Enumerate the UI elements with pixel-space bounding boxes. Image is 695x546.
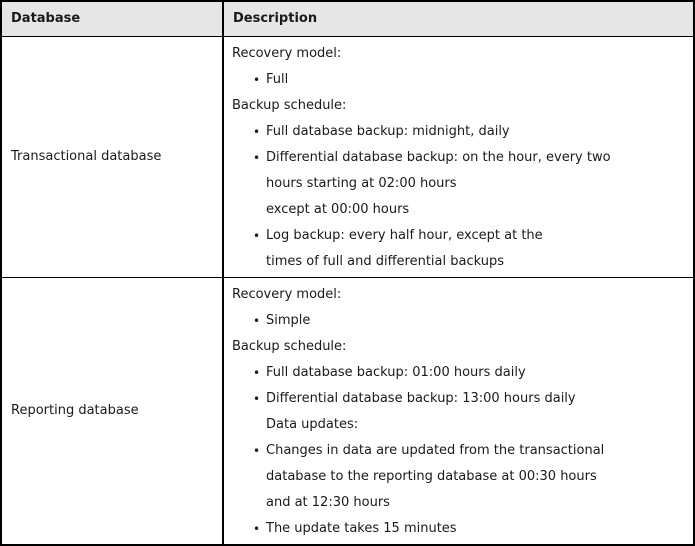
- description-bullet-line: [232, 67, 687, 93]
- description-continuation-line: [232, 249, 687, 275]
- bullet-icon: •: [253, 443, 261, 458]
- line-text: Full: [266, 71, 289, 87]
- line-text: Backup schedule:: [232, 97, 347, 113]
- line-text: database to the reporting database at 00:30 hours: [266, 468, 597, 484]
- database-cell: [1, 36, 223, 277]
- table-header: [1, 1, 694, 36]
- line-text: hours starting at 02:00 hours: [266, 175, 457, 191]
- line-text: except at 00:00 hours: [266, 201, 410, 217]
- line-text: The update takes 15 minutes: [266, 520, 457, 536]
- bullet-icon: •: [253, 228, 261, 243]
- line-text: times of full and differential backups: [266, 253, 504, 269]
- database-name: Reporting database: [11, 403, 139, 418]
- description-continuation-line: [232, 464, 687, 490]
- line-text: Differential database backup: 13:00 hours daily: [266, 390, 576, 406]
- database-name: Transactional database: [11, 149, 162, 164]
- line-text: and at 12:30 hours: [266, 494, 390, 510]
- description-section-label: [232, 93, 687, 119]
- table-row: [1, 36, 694, 277]
- line-text: Recovery model:: [232, 45, 342, 61]
- line-text: Recovery model:: [232, 286, 342, 302]
- description-bullet-line: [232, 308, 687, 334]
- bullet-icon: •: [253, 365, 261, 380]
- description-cell: [223, 36, 694, 277]
- description-continuation-line: [232, 197, 687, 223]
- line-text: Changes in data are updated from the transactional: [266, 442, 605, 458]
- description-bullet-line: [232, 438, 687, 464]
- description-continuation-line: [232, 412, 687, 438]
- bullet-icon: •: [253, 124, 261, 139]
- line-text: Full database backup: 01:00 hours daily: [266, 364, 526, 380]
- description-bullet-line: [232, 360, 687, 386]
- description-continuation-line: [232, 490, 687, 516]
- line-text: Backup schedule:: [232, 338, 347, 354]
- description-bullet-line: [232, 516, 687, 542]
- description-section-label: [232, 41, 687, 67]
- description-bullet-line: [232, 119, 687, 145]
- line-text: Full database backup: midnight, daily: [266, 123, 510, 139]
- bullet-icon: •: [253, 391, 261, 406]
- column-header-database: Database: [1, 1, 223, 36]
- table-body: [1, 36, 694, 545]
- description-bullet-line: [232, 223, 687, 249]
- header-row: [1, 1, 694, 36]
- database-cell: [1, 277, 223, 545]
- description-bullet-line: [232, 145, 687, 171]
- bullet-icon: •: [253, 313, 261, 328]
- bullet-icon: •: [253, 72, 261, 87]
- line-text: Differential database backup: on the hour, every two: [266, 149, 611, 165]
- line-text: Data updates:: [266, 416, 359, 432]
- bullet-icon: •: [253, 521, 261, 536]
- column-header-description: Description: [223, 1, 694, 36]
- description-section-label: [232, 334, 687, 360]
- description-continuation-line: [232, 171, 687, 197]
- description-bullet-line: [232, 386, 687, 412]
- line-text: Simple: [266, 312, 311, 328]
- description-cell: [223, 277, 694, 545]
- line-text: Log backup: every half hour, except at the: [266, 227, 543, 243]
- description-section-label: [232, 282, 687, 308]
- bullet-icon: •: [253, 150, 261, 165]
- table-row: [1, 277, 694, 545]
